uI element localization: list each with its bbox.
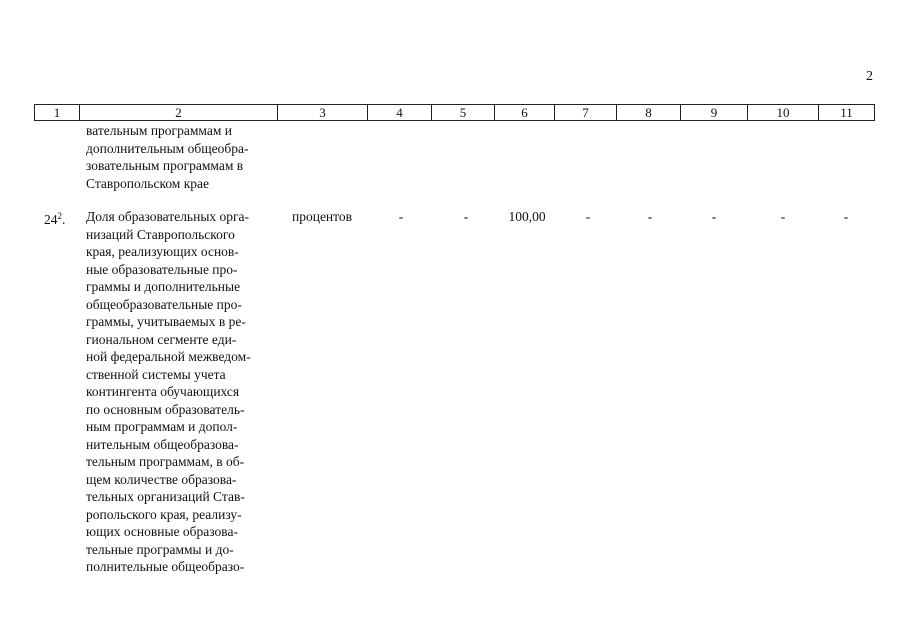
header-cell-6: 6 — [495, 105, 555, 121]
unit-of-measure: процентов — [291, 209, 353, 224]
text-line: Доля образовательных орга- — [86, 209, 250, 224]
row-number-superscript: 2 — [57, 211, 62, 221]
text-line: Ставропольском крае — [86, 175, 210, 191]
text-line: общеобразовательные про- — [86, 296, 242, 312]
header-cell-5: 5 — [432, 105, 495, 121]
text-line: вательным программам и — [86, 123, 232, 138]
header-cell-2: 2 — [80, 105, 278, 121]
header-cell-3: 3 — [278, 105, 368, 121]
text-line: дополнительным общеобра- — [86, 140, 249, 156]
header-cell-4: 4 — [368, 105, 432, 121]
text-line: тельных организаций Став- — [86, 489, 245, 504]
value-col-6: 100,00 — [508, 209, 546, 224]
header-cell-9: 9 — [681, 105, 748, 121]
text-line: края, реализующих основ- — [86, 244, 239, 259]
value-col-8: - — [647, 209, 653, 224]
text-line: ной федеральной межведом- — [86, 349, 251, 364]
text-line: ющих основные образова- — [86, 524, 238, 539]
text-line: низаций Ставропольского — [86, 226, 235, 242]
text-line: полнительные общеобразо- — [86, 559, 245, 574]
value-col-5: - — [463, 209, 469, 224]
text-line: граммы и дополнительные — [86, 279, 241, 294]
text-line: ропольского края, реализу- — [86, 506, 242, 522]
indicator-description — [86, 208, 272, 576]
text-line: тельные программы и до- — [86, 541, 234, 557]
text-line: зовательным программам в — [86, 158, 244, 173]
value-col-10: - — [780, 209, 786, 224]
page-number: 2 — [866, 69, 873, 84]
text-line: ственной системы учета — [86, 366, 226, 382]
row-number — [44, 208, 65, 229]
header-cell-7: 7 — [555, 105, 617, 121]
value-col-7: - — [585, 209, 591, 224]
header-cell-8: 8 — [617, 105, 681, 121]
header-cell-1: 1 — [35, 105, 80, 121]
text-line: нительным общеобразова- — [86, 436, 239, 452]
text-line: граммы, учитываемых в ре- — [86, 314, 246, 329]
text-line: по основным образователь- — [86, 401, 245, 417]
value-col-4: - — [398, 209, 404, 224]
row-number-suffix: . — [62, 212, 66, 227]
text-line: щем количестве образова- — [86, 471, 237, 487]
header-cell-10: 10 — [748, 105, 819, 121]
text-line: тельным программам, в об- — [86, 454, 245, 469]
row-number-main: 24 — [44, 212, 58, 227]
continued-row-text — [86, 122, 271, 192]
column-number-header — [34, 104, 875, 121]
value-col-9: - — [711, 209, 717, 224]
text-line: ные образовательные про- — [86, 261, 238, 277]
header-cell-11: 11 — [819, 105, 875, 121]
value-col-11: - — [843, 209, 849, 224]
text-line: контингента обучающихся — [86, 384, 240, 399]
text-line: ным программам и допол- — [86, 419, 238, 434]
text-line: гиональном сегменте еди- — [86, 331, 237, 347]
header-row — [35, 105, 875, 121]
